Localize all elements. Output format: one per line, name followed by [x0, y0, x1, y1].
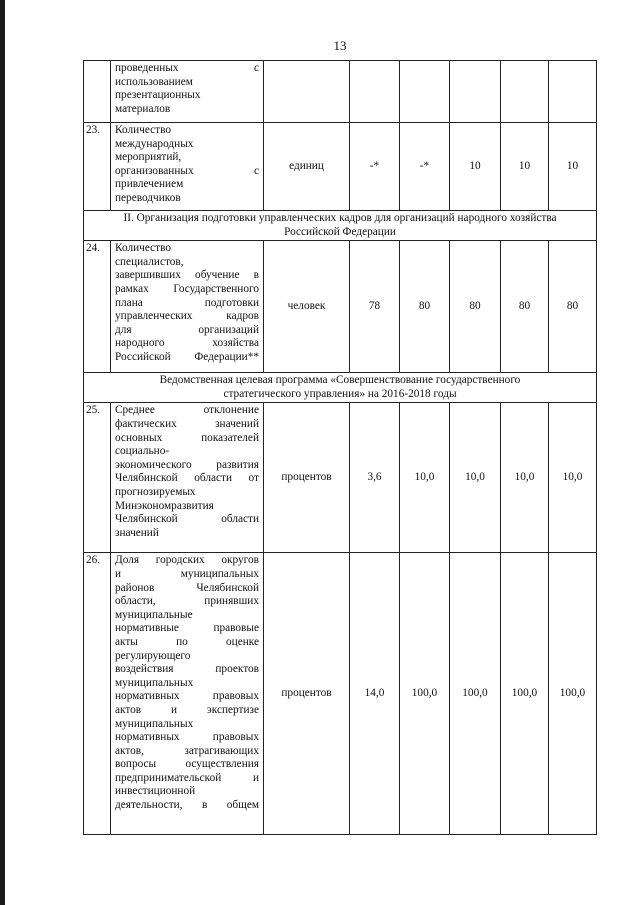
indicator-name-line: рамках Государственного: [115, 282, 259, 295]
value-cell: 80: [501, 241, 549, 373]
value-cell: [350, 61, 400, 123]
indicator-name-line: Минэкономразвития: [115, 499, 214, 512]
section-row: [84, 211, 597, 241]
section-row: [84, 373, 597, 403]
indicator-name-line: актов, затрагивающих: [115, 744, 259, 757]
indicators-table: [83, 60, 597, 835]
indicator-name-line: муниципальные: [115, 608, 193, 621]
indicator-name-line: Российской Федерации**: [115, 350, 259, 363]
scan-edge: [0, 0, 5, 905]
indicator-name: [111, 123, 264, 211]
page-number: 13: [333, 38, 347, 53]
indicator-name-line: прогнозируемых: [115, 485, 196, 498]
indicator-name: [111, 403, 264, 553]
unit-cell: процентов: [264, 403, 350, 553]
table-row: [84, 241, 597, 373]
indicator-name-line: фактических значений: [115, 417, 259, 430]
unit-cell: [264, 61, 350, 123]
value-cell: -*: [350, 123, 400, 211]
indicator-name-line: специалистов,: [115, 255, 184, 268]
indicator-name-line: области, принявших: [115, 595, 259, 608]
section-heading-line: стратегического управления» на 2016-2018 годы: [223, 387, 457, 400]
indicator-name-line: Челябинской области от: [115, 472, 259, 485]
indicator-name-line: воздействия проектов: [115, 663, 259, 676]
indicator-name-line: народного хозяйства: [115, 337, 259, 350]
row-number: 25.: [84, 403, 111, 553]
indicator-name: [111, 61, 264, 123]
indicator-name-line: Челябинской области: [115, 513, 259, 526]
value-cell: 100,0: [450, 553, 501, 835]
indicator-name-line: организованных с: [115, 164, 259, 177]
indicator-name-line: международных: [115, 137, 194, 150]
indicator-name-line: социально-: [115, 445, 170, 458]
indicator-name-line: вопросы осуществления: [115, 758, 259, 771]
value-cell: 80: [450, 241, 501, 373]
value-cell: 10: [501, 123, 549, 211]
value-cell: [450, 61, 501, 123]
indicator-name-line: для организаций: [115, 323, 259, 336]
indicator-name-line: привлечением: [115, 178, 184, 191]
section-heading-line: Ведомственная целевая программа «Совершенствование государственного: [159, 374, 521, 387]
indicator-name-line: материалов: [115, 102, 171, 115]
indicator-name-line: Количество: [115, 124, 171, 136]
value-cell: 10,0: [549, 403, 597, 553]
section-heading: [84, 211, 597, 241]
indicator-name-line: деятельности, в общем: [115, 799, 259, 812]
indicator-name-line: нормативных правовых: [115, 731, 259, 744]
value-cell: 10: [549, 123, 597, 211]
unit-cell: процентов: [264, 553, 350, 835]
indicator-name-line: и муниципальных: [115, 567, 259, 580]
section-heading-line: II. Организация подготовки управленческих кадров для организаций народного хозяйства: [123, 212, 557, 224]
value-cell: [549, 61, 597, 123]
indicator-name-line: Среднее отклонение: [115, 404, 259, 417]
section-heading: [84, 373, 597, 403]
indicator-name: [111, 553, 264, 835]
indicator-name-line: регулирующего: [115, 649, 191, 662]
indicator-name-line: экономического развития: [115, 458, 259, 471]
value-cell: 100,0: [400, 553, 450, 835]
indicator-name-line: акты по оценке: [115, 635, 259, 648]
indicator-name-line: инвестиционной: [115, 785, 196, 798]
row-number: 23.: [84, 123, 111, 211]
row-number: [84, 61, 111, 123]
indicator-name-line: актов и экспертизе: [115, 703, 259, 716]
table-body: [84, 61, 597, 835]
indicator-name-line: мероприятий,: [115, 151, 182, 164]
value-cell: 10: [450, 123, 501, 211]
row-number: 24.: [84, 241, 111, 373]
value-cell: 80: [400, 241, 450, 373]
indicator-name-line: нормативных правовых: [115, 690, 259, 703]
indicator-name-line: основных показателей: [115, 431, 259, 444]
value-cell: [400, 61, 450, 123]
indicator-name-line: муниципальных: [115, 676, 194, 689]
indicator-name-line: переводчиков: [115, 191, 181, 204]
value-cell: 100,0: [501, 553, 549, 835]
indicator-name-line: управленческих кадров: [115, 310, 259, 323]
indicator-name-line: презентационных: [115, 89, 201, 102]
value-cell: 10,0: [501, 403, 549, 553]
indicator-name-line: использованием: [115, 75, 193, 88]
value-cell: 3,6: [350, 403, 400, 553]
indicator-name: [111, 241, 264, 373]
indicator-name-line: районов Челябинской: [115, 581, 259, 594]
indicator-name-line: нормативные правовые: [115, 622, 259, 635]
unit-cell: человек: [264, 241, 350, 373]
table-row: [84, 553, 597, 835]
indicator-name-line: проведенных с: [115, 62, 259, 74]
indicator-name-line: Доля городских округов: [115, 554, 259, 567]
indicator-name-line: Количество: [115, 242, 171, 255]
value-cell: 80: [549, 241, 597, 373]
row-number: 26.: [84, 553, 111, 835]
table-row: [84, 403, 597, 553]
indicator-name-line: завершивших обучение в: [115, 269, 259, 282]
value-cell: [501, 61, 549, 123]
table-row: [84, 123, 597, 211]
indicator-name-line: муниципальных: [115, 717, 194, 730]
indicator-name-line: предпринимательской и: [115, 771, 259, 784]
value-cell: 100,0: [549, 553, 597, 835]
value-cell: 78: [350, 241, 400, 373]
table-row: [84, 61, 597, 123]
value-cell: 10,0: [400, 403, 450, 553]
value-cell: 10,0: [450, 403, 501, 553]
section-heading-line: Российской Федерации: [284, 225, 396, 238]
indicator-name-line: значений: [115, 526, 159, 539]
value-cell: -*: [400, 123, 450, 211]
value-cell: 14,0: [350, 553, 400, 835]
indicator-name-line: плана подготовки: [115, 296, 259, 309]
unit-cell: единиц: [264, 123, 350, 211]
